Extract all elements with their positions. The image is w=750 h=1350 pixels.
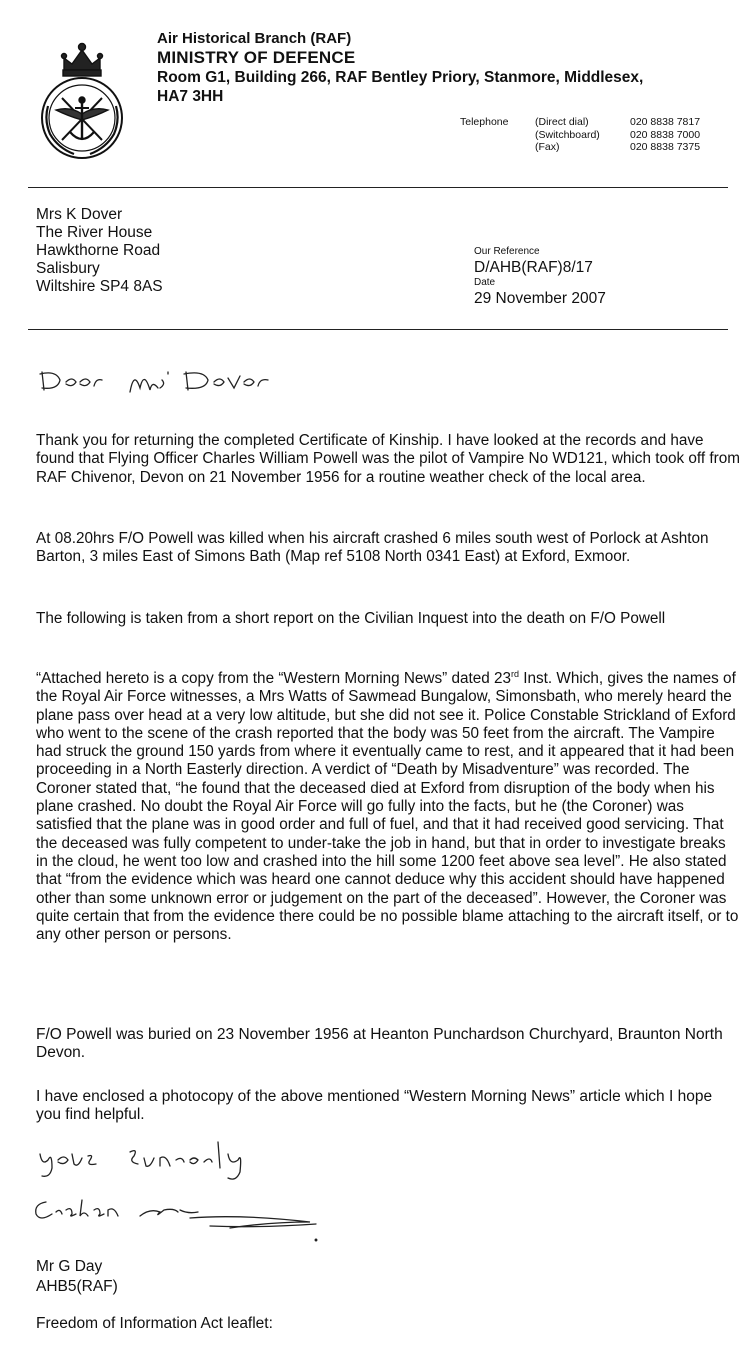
paragraph-crash: At 08.20hrs F/O Powell was killed when his aircraft crashed 6 miles south west of Porlock at Ashton Barton, 3 miles East of Simons Bath (Map ref 5108 North 0341 East) at Exford, Exmoor. bbox=[36, 530, 709, 566]
telephone-numbers bbox=[630, 116, 700, 154]
signature-text: Graham Day bbox=[30, 1188, 36, 1189]
telephone-label: Telephone bbox=[460, 116, 509, 128]
date-label: Date bbox=[474, 277, 496, 288]
handwritten-salutation bbox=[34, 362, 304, 402]
address-line-1: Room G1, Building 266, RAF Bentley Priory, Stanmore, Middlesex, bbox=[157, 69, 644, 86]
recipient-line: Wiltshire SP4 8AS bbox=[36, 278, 163, 295]
reference-label: Our Reference bbox=[474, 246, 540, 257]
inquest-text-start: “Attached hereto is a copy from the “Western Morning News” dated 23 bbox=[36, 670, 511, 687]
recipient-line: Mrs K Dover bbox=[36, 206, 123, 223]
telephone-types bbox=[535, 116, 600, 154]
phone-number-switchboard: 020 8838 7000 bbox=[630, 128, 701, 141]
letterhead bbox=[157, 30, 737, 106]
signature-image bbox=[30, 1188, 340, 1244]
paragraph-inquest-report bbox=[36, 670, 741, 944]
inquest-text-rest: Inst. Which, gives the names of the Royal Air Force witnesses, a Mrs Watts of Sawmead Bungalow, Simonsbath, who merely heard the plane pass over head at a very low altitude, but she did not see it. Police Constable Strickland of Exford who went to the scene of the crash reported that the body was 50 feet from the aircraft. The Vampire had struck the ground 150 yards from where it eventually came to rest, and it appeared that it had been proceeding in a North Easterly direction. A verdict of “Death by Misadventure” was recorded. The Coroner stated that, “he found that the deceased died at Exford from disruption of the body when his plane crashed. No doubt the Royal Air Force will go fully into the facts, but he (the Coroner) was satisfied that the plane was in good order and full of fuel, and that it had received good servicing. That the deceased was fully competent to under-take the job in hand, but that in order to investigate breaks in the cloud, he went too low and crashed into the hill some 1200 feet above sea level”. He also stated that “from the evidence which was heard one cannot deduce why this accident should have happened other than some unknown error or judgement on the part of the deceased”. However, the Coroner was quite certain that from the evidence there could be no possible blame attaching to the aircraft itself, or to any other person or persons. bbox=[36, 670, 739, 944]
signoff-block bbox=[36, 1257, 118, 1297]
phone-type-switchboard: (Switchboard) bbox=[535, 128, 600, 141]
address-divider bbox=[28, 329, 728, 330]
recipient-address bbox=[36, 206, 163, 296]
date-value: 29 November 2007 bbox=[474, 290, 606, 307]
paragraph-kinship: Thank you for returning the completed Certificate of Kinship. I have looked at the records and have found that Flying Officer Charles William Powell was the pilot of Vampire No WD121, which took off from RAF Chivenor, Devon on 21 November 1956 for a routine weather check of the local area. bbox=[36, 432, 740, 486]
phone-type-direct: (Direct dial) bbox=[535, 116, 589, 128]
closing-text: Yours sincerely bbox=[34, 1138, 41, 1139]
raf-crest-icon bbox=[30, 36, 134, 160]
reference-value: D/AHB(RAF)8/17 bbox=[474, 259, 593, 276]
paragraph-enclosure: I have enclosed a photocopy of the above mentioned “Western Morning News” article which I hope you find helpful. bbox=[36, 1088, 713, 1124]
recipient-line: Salisbury bbox=[36, 260, 100, 277]
header-divider bbox=[28, 187, 728, 188]
address-line-2: HA7 3HH bbox=[157, 88, 224, 105]
ordinal-suffix: rd bbox=[511, 668, 520, 679]
phone-number-direct: 020 8838 7817 bbox=[630, 116, 701, 128]
phone-number-fax: 020 8838 7375 bbox=[630, 141, 701, 153]
signatory-name: Mr G Day bbox=[36, 1258, 103, 1275]
enclosure-note: Freedom of Information Act leaflet: bbox=[36, 1315, 273, 1332]
branch-name: Air Historical Branch (RAF) bbox=[157, 30, 352, 47]
reference-block bbox=[474, 246, 606, 308]
handwritten-closing bbox=[34, 1138, 294, 1184]
recipient-line: The River House bbox=[36, 224, 153, 241]
paragraph-burial: F/O Powell was buried on 23 November 1956 at Heanton Punchardson Churchyard, Braunton North Devon. bbox=[36, 1026, 723, 1062]
phone-type-fax: (Fax) bbox=[535, 141, 560, 153]
recipient-line: Hawkthorne Road bbox=[36, 242, 161, 259]
salutation-text: Dear Mrs Dover bbox=[34, 362, 42, 363]
paragraph-inquest-intro: The following is taken from a short report on the Civilian Inquest into the death on F/O Powell bbox=[36, 610, 666, 627]
signatory-dept: AHB5(RAF) bbox=[36, 1278, 118, 1295]
ministry-name: MINISTRY OF DEFENCE bbox=[157, 48, 356, 67]
